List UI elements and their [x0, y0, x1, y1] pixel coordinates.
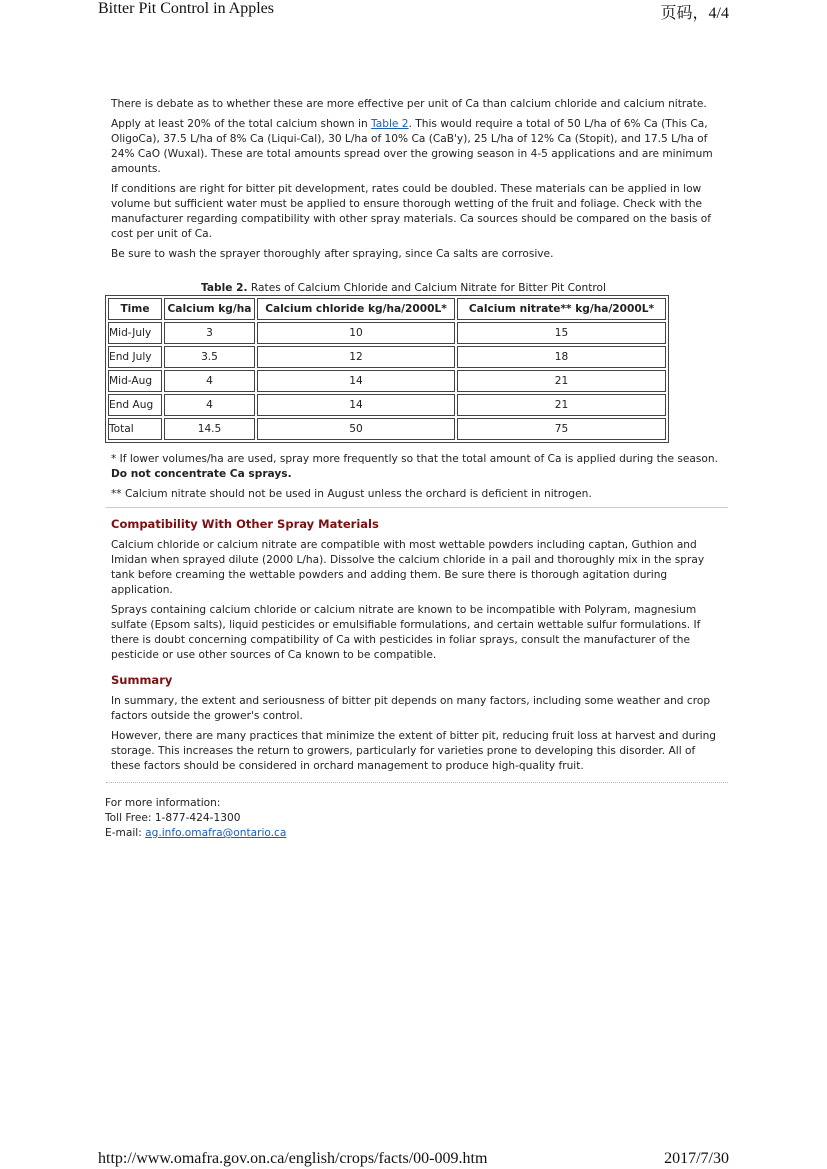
intro-paragraph: Be sure to wash the sprayer thoroughly after spraying, since Ca salts are corrosive.	[111, 248, 554, 260]
cell-calcium-nitrate: 75	[457, 418, 666, 440]
intro-text: Apply at least 20% of the total calcium shown in	[111, 118, 372, 130]
intro-paragraph: There is debate as to whether these are more effective per unit of Ca than calcium chloride and calcium nitrate.	[111, 98, 707, 110]
cell-time: Mid-Aug	[108, 370, 162, 392]
intro-section	[111, 97, 723, 267]
calcium-rates-table-block	[105, 282, 670, 443]
page-footer-date: 2017/7/30	[664, 1150, 729, 1167]
cell-time: End July	[108, 346, 162, 368]
intro-paragraph: If conditions are right for bitter pit development, rates could be doubled. These materials can be applied in low volume but sufficient water must be applied to ensure thorough wetting of the fruit and foliage. Check with the manufacturer regarding compatibility with other spray materials. Ca sources should be compared on the basis of cost per unit of Ca.	[111, 183, 711, 240]
footnote-text: * If lower volumes/ha are used, spray more frequently so that the total amount of Ca is applied during the season.	[111, 453, 718, 465]
summary-paragraph: In summary, the extent and seriousness of bitter pit depends on many factors, including some weather and crop factors outside the grower's control.	[111, 695, 711, 722]
header-calcium-nitrate: Calcium nitrate** kg/ha/2000L*	[457, 298, 666, 320]
cell-calcium-chloride: 14	[257, 370, 455, 392]
compatibility-section	[111, 517, 723, 668]
cell-calcium-nitrate: 21	[457, 394, 666, 416]
contact-email-label: E-mail:	[105, 827, 146, 839]
contact-heading: For more information:	[105, 797, 221, 809]
cell-calcium-chloride: 50	[257, 418, 455, 440]
contact-email-line	[105, 826, 286, 841]
compatibility-paragraph: Sprays containing calcium chloride or calcium nitrate are known to be incompatible with Polyram, magnesium sulfate (Epsom salts), liquid pesticides or emulsifiable formulations, and certain wettable sulfur formulations. If there is doubt concerning compatibility of Ca with pesticides in foliar sprays, consult the manufacturer of the pesticide or use other sources of Ca known to be compatible.	[111, 604, 701, 661]
cell-calcium: 4	[164, 394, 255, 416]
cell-calcium-chloride: 14	[257, 394, 455, 416]
cell-time: Mid-July	[108, 322, 162, 344]
page-footer-url: http://www.omafra.gov.on.ca/english/crops/facts/00-009.htm	[98, 1150, 488, 1167]
intro-paragraph	[111, 117, 723, 177]
calcium-rates-table	[105, 295, 669, 443]
compatibility-paragraph: Calcium chloride or calcium nitrate are compatible with most wettable powders including captan, Guthion and Imidan when sprayed dilute (2000 L/ha). Dissolve the calcium chloride in a pail and thoroughly mix in the spray tank before creaming the wettable powders and adding them. Be sure there is thorough agitation during application.	[111, 539, 705, 596]
footnote: ** Calcium nitrate should not be used in August unless the orchard is deficient in nitrogen.	[111, 488, 592, 500]
contact-email-link[interactable]: ag.info.omafra@ontario.ca	[145, 827, 287, 839]
header-calcium-chloride: Calcium chloride kg/ha/2000L*	[257, 298, 455, 320]
cell-calcium-chloride: 12	[257, 346, 455, 368]
page-header-title: Bitter Pit Control in Apples	[98, 0, 275, 17]
table-caption-label: Table 2.	[201, 282, 248, 294]
cell-calcium: 3.5	[164, 346, 255, 368]
footnote	[111, 452, 723, 482]
header-calcium: Calcium kg/ha	[164, 298, 255, 320]
cell-calcium: 14.5	[164, 418, 255, 440]
summary-section	[111, 673, 723, 779]
section-divider	[106, 782, 728, 783]
cell-calcium: 4	[164, 370, 255, 392]
table-row-total	[108, 418, 666, 440]
table-header-row	[108, 298, 666, 320]
summary-heading: Summary	[111, 673, 173, 687]
table-footnotes	[111, 452, 723, 507]
compatibility-heading: Compatibility With Other Spray Materials	[111, 517, 379, 531]
cell-calcium-nitrate: 21	[457, 370, 666, 392]
header-time: Time	[108, 298, 162, 320]
section-divider	[106, 507, 728, 508]
cell-time: End Aug	[108, 394, 162, 416]
intro-text: . This would require a total of 50 L/ha of 6% Ca (This Ca, OligoCa), 37.5 L/ha of 8% Ca (Liqui-Cal), 30 L/ha of 10% Ca (CaB'y), 25 L/ha of 12% Ca (Stopit), and 17.5 L/ha of 24% CaO (Wuxal). These are total amounts spread over the growing season in 4-5 applications and are minimum amounts.	[111, 118, 713, 175]
table-row	[108, 394, 666, 416]
table-row	[108, 370, 666, 392]
cell-calcium-nitrate: 15	[457, 322, 666, 344]
table-caption-text: Rates of Calcium Chloride and Calcium Nitrate for Bitter Pit Control	[247, 282, 606, 294]
cell-calcium-chloride: 10	[257, 322, 455, 344]
footnote-emphasis: Do not concentrate Ca sprays.	[111, 468, 292, 480]
summary-paragraph: However, there are many practices that minimize the extent of bitter pit, reducing fruit loss at harvest and during storage. This increases the return to growers, particularly for varieties prone to developing this disorder. All of these factors should be considered in orchard management to produce high-quality fruit.	[111, 730, 717, 772]
table-row	[108, 322, 666, 344]
page-header-page-number: 页码，4/4	[660, 5, 729, 22]
contact-info	[105, 796, 286, 841]
table-2-link[interactable]: Table 2	[371, 118, 409, 130]
table-row	[108, 346, 666, 368]
contact-phone: Toll Free: 1-877-424-1300	[105, 812, 241, 824]
cell-time: Total	[108, 418, 162, 440]
cell-calcium-nitrate: 18	[457, 346, 666, 368]
table-caption	[137, 282, 670, 295]
cell-calcium: 3	[164, 322, 255, 344]
